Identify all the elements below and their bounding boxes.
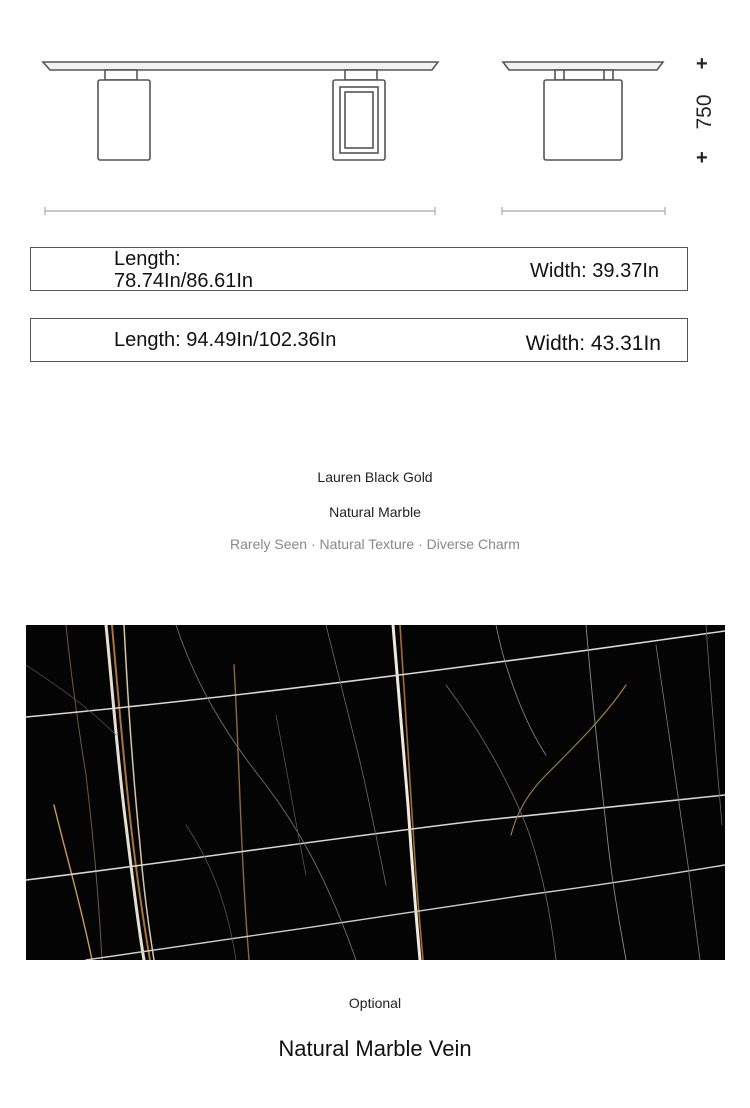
size-option-1 bbox=[30, 247, 688, 291]
marble-texture-image bbox=[26, 625, 725, 960]
height-dimension: + 750 + bbox=[693, 53, 716, 169]
marble-veins bbox=[26, 625, 725, 960]
size-option-2-width: Width: 43.31In bbox=[525, 332, 661, 355]
table-side-view-drawing bbox=[496, 52, 671, 222]
vein-title: Natural Marble Vein bbox=[278, 1036, 472, 1061]
size-option-1-width: Width: 39.37In bbox=[530, 260, 659, 282]
table-front-view-drawing bbox=[38, 52, 448, 222]
size-option-2-length: Length: 94.49In/102.36In bbox=[114, 329, 337, 351]
size-option-2 bbox=[30, 318, 688, 362]
height-top-mark: + bbox=[696, 53, 708, 75]
height-bottom-mark: + bbox=[696, 147, 708, 169]
product-name: Lauren Black Gold bbox=[317, 469, 433, 485]
tagline: Rarely Seen · Natural Texture · Diverse Charm bbox=[230, 536, 520, 552]
optional-label: Optional bbox=[348, 995, 402, 1011]
size-option-1-length: Length: 78.74In/86.61In bbox=[114, 248, 254, 292]
material-label: Natural Marble bbox=[329, 504, 421, 520]
